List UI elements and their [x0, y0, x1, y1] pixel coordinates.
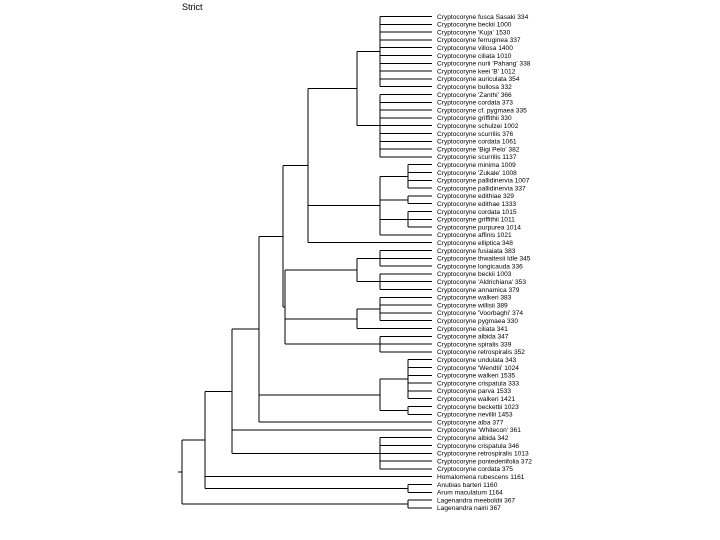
taxon-label: Cryptocoryne pallidinervia 1007	[437, 177, 530, 185]
taxon-label: Cryptocoryne ciliata 1010	[437, 52, 512, 60]
taxon-label: Cryptocoryne albida 342	[437, 435, 509, 442]
taxon-label: Cryptocoryne 'Bigi Pelo' 382	[437, 146, 520, 154]
taxon-label: Cryptocoryne nevillii 1453	[437, 411, 513, 419]
taxon-label: Cryptocoryne cordata 1015	[437, 208, 517, 216]
taxon-label: Cryptocoryne thwaitesii Idle 345	[437, 255, 531, 263]
taxon-label: Arum maculatum 1164	[437, 489, 503, 497]
taxon-label: Cryptocoryne elliptica 348	[437, 240, 513, 247]
taxon-label: Cryptocoryne scurrilis 376	[437, 130, 514, 138]
taxon-label: Cryptocoryne 'Wendtii' 1024	[437, 364, 519, 372]
taxon-label: Cryptocoryne ciliata 341	[437, 325, 508, 333]
tree-title: Strict	[182, 2, 203, 12]
taxon-label: Cryptocoryne undulata 343	[437, 357, 517, 364]
taxon-label: Cryptocoryne alba 377	[437, 419, 504, 427]
taxon-label: Cryptocoryne minima 1009	[437, 162, 516, 169]
taxon-label: Cryptocoryne purpurea 1014	[437, 224, 521, 232]
taxon-label: Cryptocoryne keei 'B' 1012	[437, 68, 516, 76]
taxon-label: Cryptocoryne edithiae 329	[437, 193, 514, 201]
taxon-label: Cryptocoryne bullosa 332	[437, 84, 512, 91]
taxon-label: Cryptocoryne walkeri 1421	[437, 396, 516, 403]
taxon-label: Cryptocoryne beckettii 1023	[437, 403, 519, 411]
taxon-label: Cryptocoryne beckii 1003	[437, 271, 512, 279]
taxon-label: Homalomena rubescens 1161	[437, 474, 525, 481]
taxon-label: Cryptocoryne 'Kuja' 1530	[437, 29, 511, 37]
taxon-label: Lagenandra meeboldii 367	[437, 497, 516, 505]
taxon-label: Cryptocoryne fusiaiata 383	[437, 247, 516, 255]
taxon-label: Cryptocoryne griffithii 1011	[437, 216, 515, 224]
taxon-label: Cryptocoryne 'Zanthi' 366	[437, 91, 512, 99]
taxon-label: Cryptocoryne retrospiralis 1013	[437, 450, 529, 458]
taxon-label: Cryptocoryne willisii 389	[437, 302, 508, 310]
taxon-label: Cryptocoryne cordata 375	[437, 466, 513, 474]
taxon-label: Cryptocoryne scurrilis 1137	[437, 154, 517, 162]
taxon-label: Cryptocoryne cordata 373	[437, 99, 513, 107]
taxon-label: Cryptocoryne 'Aldrichiana' 353	[437, 279, 527, 286]
taxon-label: Cryptocoryne pontederiifolia 372	[437, 458, 532, 466]
taxon-label: Cryptocoryne walkeri 1535	[437, 372, 516, 380]
taxon-label: Cryptocoryne annamica 379	[437, 286, 520, 294]
taxon-label: Cryptocoryne fusca Sasaki 334	[437, 13, 529, 21]
taxon-label: Cryptocoryne griffithii 330	[437, 115, 512, 123]
taxon-label: Cryptocoryne pygmaea 330	[437, 318, 519, 325]
taxon-label: Cryptocoryne 'Whitecon' 361	[437, 427, 521, 435]
taxon-label: Cryptocoryne beckii 1000	[437, 21, 512, 29]
taxon-label: Cryptocoryne cordata 1061	[437, 138, 517, 146]
taxon-label: Cryptocoryne 'Voorbaghi' 374	[437, 310, 524, 318]
taxon-label: Cryptocoryne nurii 'Pahang' 338	[437, 60, 531, 68]
taxon-label: Cryptocoryne parva 1533	[437, 388, 512, 396]
taxon-label: Cryptocoryne walkeri 383	[437, 294, 512, 302]
taxon-label: Cryptocoryne 'Zukale' 1008	[437, 169, 517, 177]
taxon-label: Cryptocoryne affinis 1021	[437, 232, 512, 240]
taxon-label: Cryptocoryne crispatula 346	[437, 442, 520, 450]
taxon-label: Cryptocoryne spiralis 339	[437, 341, 512, 349]
taxon-label: Cryptocoryne villosa 1400	[437, 45, 513, 52]
taxon-label: Cryptocoryne ferruginea 337	[437, 37, 521, 45]
taxon-label: Cryptocoryne retrospiralis 352	[437, 349, 525, 357]
taxon-label: Cryptocoryne schulzei 1002	[437, 123, 519, 130]
taxon-label: Anubias barteri 1160	[437, 481, 498, 489]
taxon-label: Cryptocoryne albida 347	[437, 333, 509, 341]
taxon-label: Cryptocoryne cf. pygmaea 335	[437, 107, 527, 115]
taxon-label: Cryptocoryne longicauda 336	[437, 263, 523, 271]
taxon-labels	[437, 14, 532, 512]
taxon-label: Lagenandra nairii 367	[437, 505, 501, 513]
taxon-label: Cryptocoryne pallidinervia 337	[437, 185, 526, 193]
tree-branches	[178, 17, 432, 508]
taxon-label: Cryptocoryne auriculata 354	[437, 76, 520, 84]
taxon-label: Cryptocoryne edithae 1333	[437, 201, 517, 208]
taxon-label: Cryptocoryne crispatula 333	[437, 380, 520, 388]
